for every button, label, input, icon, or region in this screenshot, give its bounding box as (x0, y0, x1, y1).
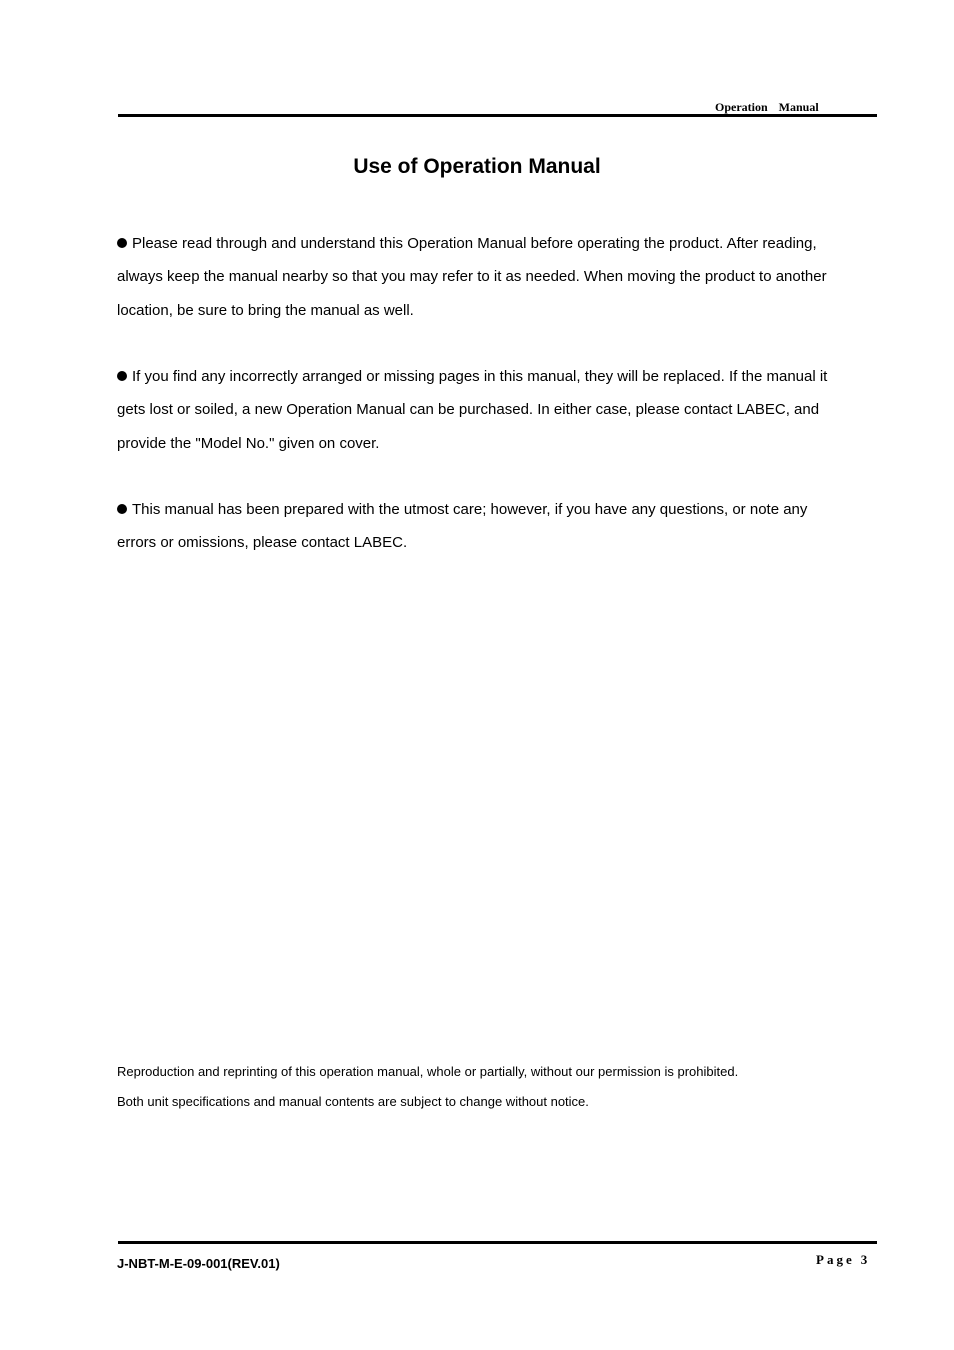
paragraph-text: If you find any incorrectly arranged or missing pages in this manual, they will be replaced. If the manual it gets lost or soiled, a new Operation Manual can be purchased. In either case, please contact LABEC, and provide the "Model No." given on cover. (117, 368, 828, 452)
page-number-value: 3 (860, 1252, 871, 1267)
bullet-icon (117, 371, 127, 381)
bullet-icon (117, 238, 127, 248)
paragraph-text: Please read through and understand this Operation Manual before operating the product. After reading, always keep the manual nearby so that you may refer to it as needed. When moving the product to another location, be sure to bring the manual as well. (117, 235, 827, 319)
change-notice: Both unit specifications and manual contents are subject to change without notice. (117, 1094, 589, 1109)
bullet-icon (117, 504, 127, 514)
footer-rule (118, 1241, 877, 1244)
header-rule (118, 114, 877, 117)
paragraph-text: This manual has been prepared with the utmost care; however, if you have any questions, or note any errors or omissions, please contact LABEC. (117, 501, 808, 552)
page-number (816, 1252, 870, 1268)
bullet-paragraph (117, 493, 837, 560)
reproduction-notice: Reproduction and reprinting of this operation manual, whole or partially, without our permission is prohibited. (117, 1064, 739, 1079)
bullet-paragraph (117, 360, 837, 460)
page-title: Use of Operation Manual (353, 155, 601, 178)
page-label: Page (816, 1252, 855, 1267)
bullet-paragraph (117, 227, 837, 327)
document-id: J-NBT-M-E-09-001(REV.01) (117, 1256, 280, 1271)
running-header: Operation Manual (715, 100, 819, 114)
